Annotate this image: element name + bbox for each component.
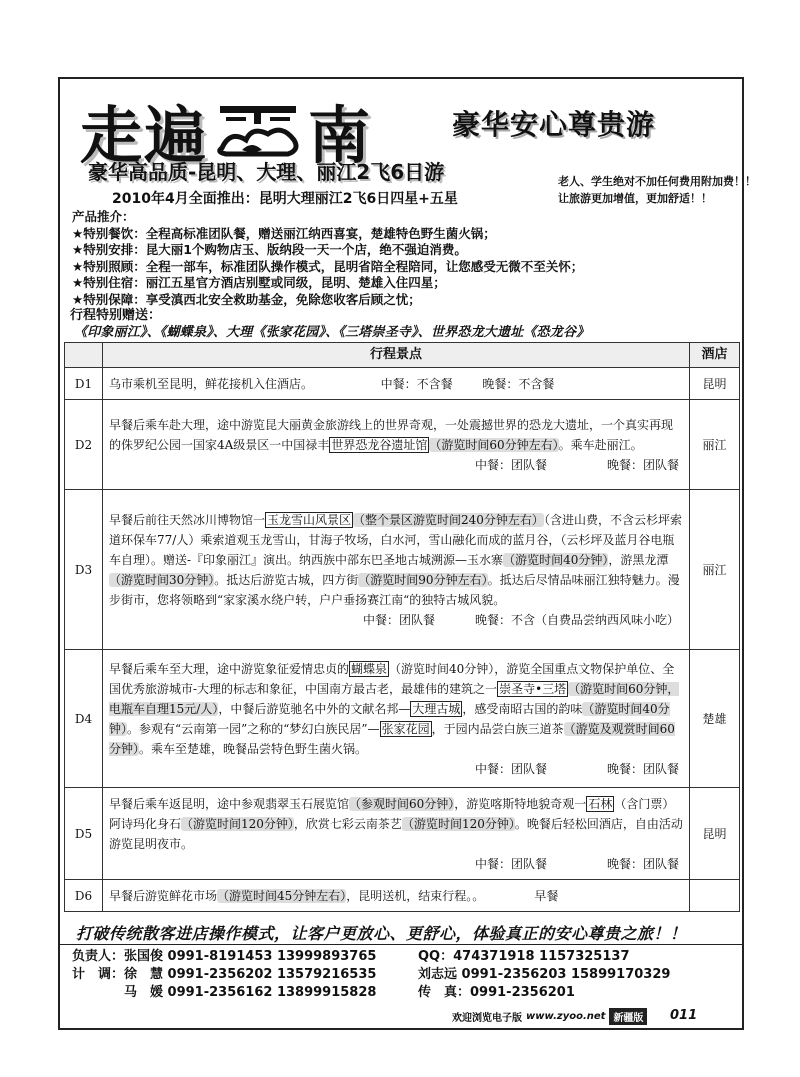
desc-text: 。乘车至楚雄，晚餐品尝特色野生菌火锅。 [139,741,368,756]
day-label: D3 [65,490,103,650]
desc-text: 早餐后乘车赴大理，途中游览昆大丽黄金旅游线上的世界奇观，一处震撼世界的恐龙大遗址，一个真实再现的侏罗纪公园一国家4A级景区一中国禄丰 [109,417,674,452]
page-title: 豪华高品质-昆明、大理、丽江2飞6日游 [88,160,445,184]
desc-text: 。参观有“云南第一园”之称的“梦幻白族民居”— [127,721,380,736]
spot-box: 崇圣寺•三塔 [499,681,567,696]
table-row [65,400,740,490]
hotel-name: 昆明 [690,788,740,880]
table-row [65,650,740,788]
intro-item: ★特别住宿：丽江五星官方酒店别墅或同级，昆明、楚雄入住四星； [72,275,446,290]
hotel-name: 楚雄 [690,650,740,788]
spot-box: 石林 [588,796,613,811]
meal-dinner: 晚餐：团队餐 [606,856,679,871]
table-row [65,788,740,880]
contact-row [72,984,670,1002]
contact-left: 负责人：张国俊 0991-8191453 13999893765 [72,949,377,964]
desc-text: ，游览喀斯特地貌奇观一 [454,796,587,811]
divider [60,944,742,945]
day-label: D2 [65,400,103,490]
contact-right: QQ：474371918 1157325137 [418,949,630,964]
table-row [65,880,740,912]
meal-breakfast: 早餐 [534,888,559,903]
day-label: D4 [65,650,103,788]
intro-item: ★特别安排：昆大丽1个购物店玉、版纳段一天一个店，绝不强迫消费。 [72,242,467,257]
time-highlight: （游览时间120分钟） [401,816,515,831]
contact-left: 马 媛 0991-2356162 13899915828 [72,985,377,1000]
desc-text: ，游黑龙潭 [608,552,669,567]
contact-left: 计 调：徐 慧 0991-2356202 13579216535 [72,967,377,982]
day-desc [103,788,690,880]
banner-edition: 新疆版 [609,1008,647,1025]
desc-text: ，于园内品尝白族三道茶 [431,721,564,736]
time-highlight: （参观时间60分钟） [349,796,455,811]
banner-site-link[interactable]: www.zyoo.net [526,1011,606,1022]
desc-text: ，昆明送机，结束行程。。 [346,888,485,903]
header-blank [65,343,103,368]
meal-dinner: 晚餐：不含餐 [482,376,555,391]
day-label: D5 [65,788,103,880]
meal-lunch: 中餐：团队餐 [474,761,547,776]
time-highlight: （游览时间120分钟） [181,816,294,831]
intro-heading: 产品推介： [72,209,135,224]
desc-text: 早餐后乘车至大理，途中游览象征爱情忠贞的 [109,661,350,676]
page-number: 011 [670,1008,698,1023]
contact-right: 刘志远 0991-2356203 15899170329 [418,967,671,982]
footer-slogan: 打破传统散客进店操作模式，让客户更放心、更舒心，体验真正的安心尊贵之旅！！ [76,924,687,943]
time-highlight: （游览时间60分钟，电瓶车自理15元/人） [109,681,680,716]
meal-line [109,610,683,630]
meal-dinner: 晚餐：团队餐 [606,457,679,472]
product-intro [72,209,583,308]
desc-text: 。晚餐后轻松回酒店，自由活动游览昆明夜市。 [109,816,683,851]
hotel-name [690,880,740,912]
side-note-line: 老人、学生绝对不加任何费用附加费！！ [558,175,756,188]
contact-block [72,948,670,1002]
intro-item: ★特别照顾：全程一部车，标准团队操作模式，昆明省陪全程陪同，让您感受无微不至关怀； [72,258,584,274]
contact-row [72,966,670,984]
day-desc [103,400,690,490]
meal-lunch: 中餐：团队餐 [362,612,435,627]
time-highlight: （游览及观赏时间60分钟） [109,721,675,756]
intro-item: ★特别保障：享受滇西北安全救助基金，免除您收客后顾之忧； [72,291,421,307]
time-highlight: （整个景区游览时间240分钟左右） [353,512,544,527]
spot-box: 大理古城 [412,701,461,716]
day-desc [103,368,690,400]
contact-row [72,948,670,966]
desc-text: ，感受南昭古国的韵味 [462,701,583,716]
meal-line [109,759,683,779]
time-highlight: （游览时间60分钟左右） [429,437,559,452]
contact-right: 传 真：0991-2356201 [418,985,575,1000]
desc-text: 早餐后前往天然冰川博物馆一 [109,512,266,527]
meal-lunch: 中餐：团队餐 [474,457,547,472]
day-label: D6 [65,880,103,912]
desc-text: ，中餐后游览驰名中外的文献名邦— [218,701,411,716]
meal-lunch: 中餐：团队餐 [474,856,547,871]
desc-text: （含门票）阿诗玛化身石 [109,796,675,831]
header-hotel: 酒店 [690,343,740,368]
logo-text-2: 南 [308,99,373,172]
desc-text: 早餐后游览鲜花市场 [109,888,218,903]
table-row [65,368,740,400]
desc-text: 。抵达后游览古城，四方街 [214,572,359,587]
header-spots: 行程景点 [103,343,690,368]
hotel-name: 丽江 [690,490,740,650]
hotel-name: 昆明 [690,368,740,400]
time-highlight: （游览时间30分钟） [109,572,215,587]
meal-line [109,854,683,874]
desc-text: 。乘车赴丽江。 [558,437,643,452]
spot-box: 玉龙雪山风景区 [267,512,352,527]
table-row [65,490,740,650]
desc-text: （含进山费，不含云杉坪索道环保车77/人）乘索道观玉龙雪山，甘海子牧场，白水河，雪山融化而成的蓝月谷，（云杉坪及蓝月谷电瓶车自理）。赠送-『印象丽江』演出。纳西族中部东巴圣地古城溯源—玉水寨 [109,512,682,567]
gifts-heading: 行程特别赠送： [70,308,162,323]
tagline: 豪华安心尊贵游 [452,108,656,141]
spot-box: 蝴蝶泉 [351,661,388,676]
time-highlight: （游览时间40分钟） [503,552,609,567]
desc-text: 乌市乘机至昆明，鲜花接机入住酒店。 [109,376,314,391]
intro-item: ★特别餐饮：全程高标准团队餐，赠送丽江纳西喜宴，楚雄特色野生菌火锅； [72,225,496,241]
desc-text: ，欣赏七彩云南茶艺 [293,816,402,831]
page-subtitle: 2010年4月全面推出：昆明大理丽江2飞6日四星+五星 [112,191,458,207]
time-highlight: （游览时间45分钟左右） [217,888,347,903]
meal-line [109,455,683,475]
desc-text: 早餐后乘车返昆明，途中参观翡翠玉石展览馆 [109,796,350,811]
day-desc [103,880,690,912]
day-label: D1 [65,368,103,400]
itinerary-table [64,342,740,912]
day-desc [103,650,690,788]
meal-dinner: 晚餐：不含（自费品尝纳西风味小吃） [474,612,679,627]
edition-banner [452,1008,647,1025]
spot-box: 世界恐龙谷遗址馆 [331,437,428,452]
spot-box: 张家花园 [381,721,430,736]
cloud-logo-icon [212,100,304,162]
desc-text: 。抵达后尽情品味丽江独特魅力。漫步街市，您将领略到“家家溪水绕户转，户户垂扬赛江南“的独特古城风貌。 [109,572,680,607]
day-desc [103,490,690,650]
banner-text: 欢迎浏览电子版 [452,1013,522,1024]
side-note-line: 让旅游更加增值，更加舒适！！ [558,192,712,205]
meal-lunch: 中餐：不含餐 [380,376,453,391]
side-note [558,173,756,207]
time-highlight: （游览时间90分钟左右） [358,572,488,587]
table-header-row [65,343,740,368]
meal-dinner: 晚餐：团队餐 [606,761,679,776]
gifts-line: 《印象丽江》、《蝴蝶泉》、大理《张家花园》、《三塔崇圣寺》、世界恐龙大遗址《恐龙谷》 [74,325,590,340]
time-highlight: （游览时间40分钟） [109,701,670,736]
logo-text-1: 走遍 [80,99,209,172]
desc-text: （游览时间40分钟），游览全国重点文物保护单位、全国优秀旅游城市-大理的标志和象征，中国南方最古老，最雄伟的建筑之一 [109,661,675,696]
hotel-name: 丽江 [690,400,740,490]
